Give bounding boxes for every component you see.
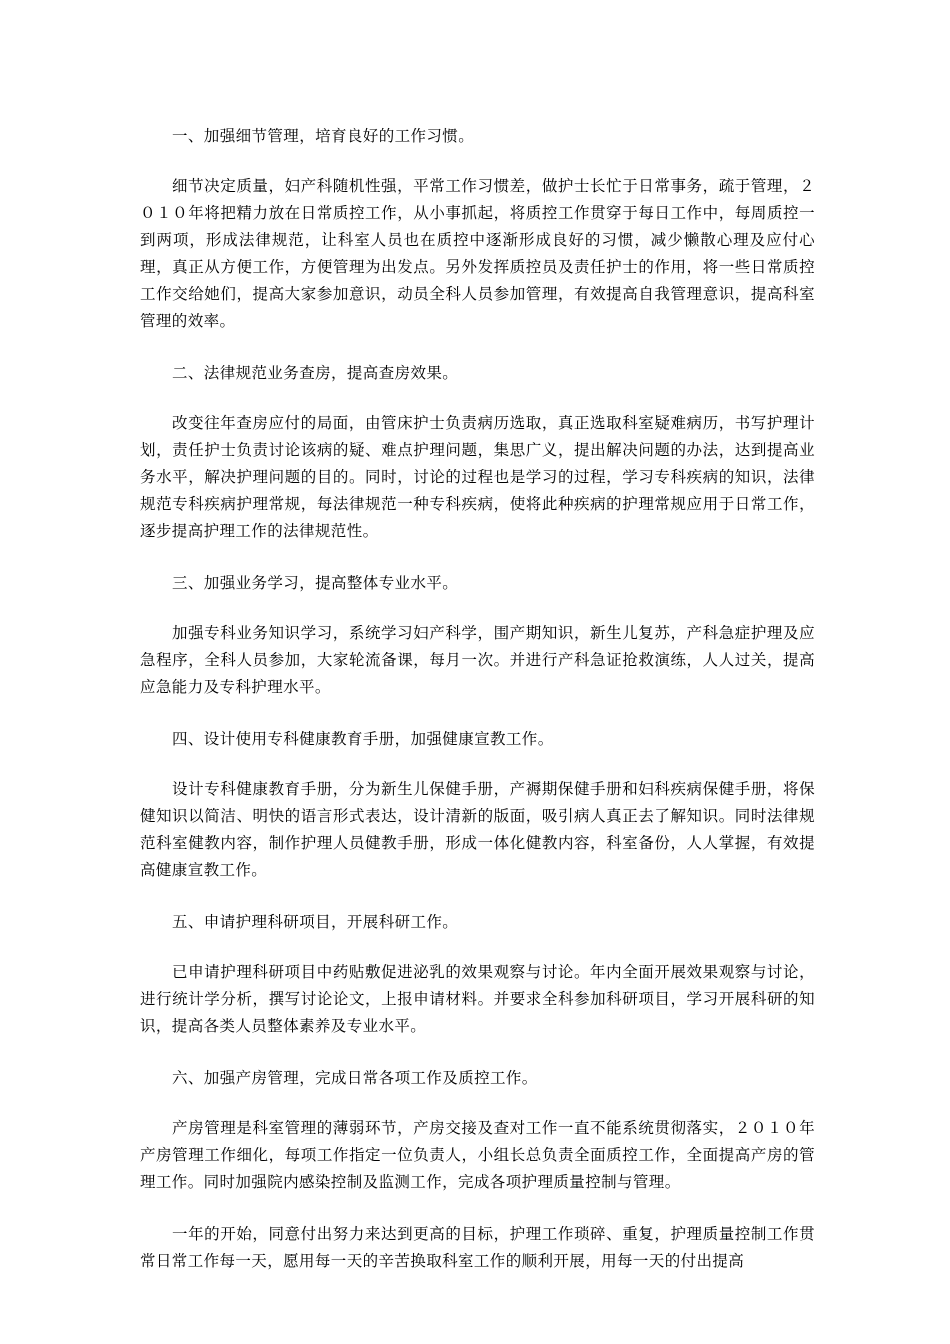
- section-4-heading: 四、设计使用专科健康教育手册，加强健康宣教工作。: [172, 730, 554, 748]
- section-1-body: 细节决定质量，妇产科随机性强，平常工作习惯差，做护士长忙于日常事务，疏于管理，２０１０年将把精力放在日常质控工作，从小事抓起，将质控工作贯穿于每日工作中，每周质控一到两项，形成法律规范，让科室人员也在质控中逐渐形成良好的习惯，减少懒散心理及应付心理，真正从方便工作，方便管理为出发点。另外发挥质控员及责任护士的作用，将一些日常质控工作交给她们，提高大家参加意识，动员全科人员参加管理，有效提高自我管理意识，提高科室管理的效率。: [140, 177, 815, 330]
- document-page: [140, 123, 815, 1300]
- section-5-heading: 五、申请护理科研项目，开展科研工作。: [172, 913, 459, 931]
- section-3-heading: 三、加强业务学习，提高整体专业水平。: [172, 574, 459, 592]
- section-3-body: 加强专科业务知识学习，系统学习妇产科学，围产期知识，新生儿复苏，产科急症护理及应急程序，全科人员参加，大家轮流备课，每月一次。并进行产科急证抢救演练，人人过关，提高应急能力及专科护理水平。: [140, 624, 815, 696]
- section-1-heading: 一、加强细节管理，培育良好的工作习惯。: [172, 127, 475, 145]
- section-5-body: 已申请护理科研项目中药贴敷促进泌乳的效果观察与讨论。年内全面开展效果观察与讨论，进行统计学分析，撰写讨论论文，上报申请材料。并要求全科参加科研项目，学习开展科研的知识，提高各类人员整体素养及专业水平。: [140, 963, 815, 1035]
- section-2-heading: 二、法律规范业务查房，提高查房效果。: [172, 364, 459, 382]
- section-6-heading: 六、加强产房管理，完成日常各项工作及质控工作。: [172, 1069, 538, 1087]
- section-4-body: 设计专科健康教育手册，分为新生儿保健手册，产褥期保健手册和妇科疾病保健手册，将保健知识以简洁、明快的语言形式表达，设计清新的版面，吸引病人真正去了解知识。同时法律规范科室健教内容，制作护理人员健教手册，形成一体化健教内容，科室备份，人人掌握，有效提高健康宣教工作。: [140, 780, 815, 879]
- closing-paragraph: 一年的开始，同意付出努力来达到更高的目标，护理工作琐碎、重复，护理质量控制工作贯常日常工作每一天，愿用每一天的辛苦换取科室工作的顺利开展，用每一天的付出提高: [140, 1225, 815, 1270]
- section-2-body: 改变往年查房应付的局面，由管床护士负责病历选取，真正选取科室疑难病历，书写护理计划，责任护士负责讨论该病的疑、难点护理问题，集思广义，提出解决问题的办法，达到提高业务水平，解决护理问题的目的。同时，讨论的过程也是学习的过程，学习专科疾病的知识，法律规范专科疾病护理常规，每法律规范一种专科疾病，使将此种疾病的护理常规应用于日常工作，逐步提高护理工作的法律规范性。: [140, 414, 815, 540]
- section-6-body: 产房管理是科室管理的薄弱环节，产房交接及查对工作一直不能系统贯彻落实，２０１０年产房管理工作细化，每项工作指定一位负责人，小组长总负责全面质控工作，全面提高产房的管理工作。同时加强院内感染控制及监测工作，完成各项护理质量控制与管理。: [140, 1119, 815, 1191]
